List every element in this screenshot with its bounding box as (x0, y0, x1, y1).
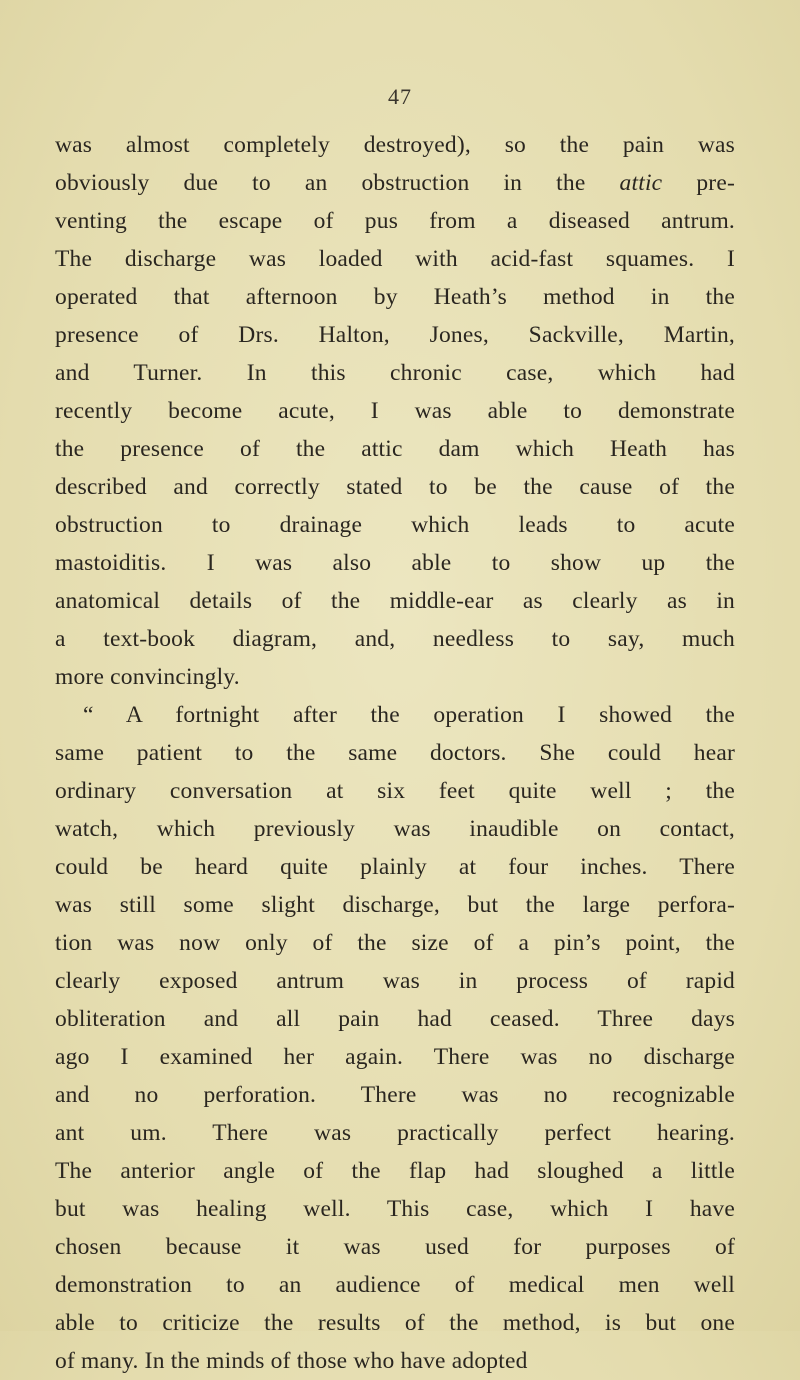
text-line: same patient to the same doctors. She could hear (55, 740, 735, 766)
text-line: ant um. There was practically perfect hearing. (55, 1120, 735, 1146)
text-line: obstruction to drainage which leads to acute (55, 512, 735, 538)
text-line: the presence of the attic dam which Heath has (55, 436, 735, 462)
text-line: but was healing well. This case, which I have (55, 1196, 735, 1222)
text-line (55, 164, 735, 202)
text-line: watch, which previously was inaudible on contact, (55, 816, 735, 842)
text-line: and no perforation. There was no recognizable (55, 1082, 735, 1108)
text-line: obliteration and all pain had ceased. Three days (55, 1006, 735, 1032)
text-span: obviously due to an obstruction in the (55, 170, 620, 196)
text-line: venting the escape of pus from a diseased antrum. (55, 208, 735, 234)
text-line: anatomical details of the middle-ear as clearly as in (55, 588, 735, 614)
body-text (55, 126, 735, 1380)
text-line: described and correctly stated to be the cause of the (55, 474, 735, 500)
text-line: operated that afternoon by Heath’s method in the (55, 284, 735, 310)
text-line: chosen because it was used for purposes of (55, 1234, 735, 1260)
italic-word-attic: attic (619, 170, 663, 196)
text-line: able to criticize the results of the method, is but one (55, 1310, 735, 1336)
text-line: a text-book diagram, and, needless to say, much (55, 626, 735, 652)
text-line: of many. In the minds of those who have adopted (55, 1348, 528, 1374)
text-line: more convincingly. (55, 664, 240, 690)
text-line: The discharge was loaded with acid-fast squames. I (55, 246, 735, 272)
text-line: The anterior angle of the flap had sloughed a little (55, 1158, 735, 1184)
text-line: mastoiditis. I was also able to show up the (55, 550, 735, 576)
text-line: ago I examined her again. There was no discharge (55, 1044, 735, 1070)
text-line: was still some slight discharge, but the large perfora- (55, 892, 735, 918)
text-line: recently become acute, I was able to demonstrate (55, 398, 735, 424)
page-number: 47 (388, 84, 412, 109)
text-line: could be heard quite plainly at four inches. There (55, 854, 735, 880)
text-line: and Turner. In this chronic case, which had (55, 360, 735, 386)
text-line: clearly exposed antrum was in process of rapid (55, 968, 735, 994)
text-line: presence of Drs. Halton, Jones, Sackville, Martin, (55, 322, 735, 348)
text-line: ordinary conversation at six feet quite well ; the (55, 778, 735, 804)
text-line: “ A fortnight after the operation I showed the (83, 702, 735, 728)
text-line: demonstration to an audience of medical men well (55, 1272, 735, 1298)
text-line: tion was now only of the size of a pin’s point, the (55, 930, 735, 956)
text-span: pre- (662, 170, 735, 196)
text-line: was almost completely destroyed), so the pain was (55, 132, 735, 158)
